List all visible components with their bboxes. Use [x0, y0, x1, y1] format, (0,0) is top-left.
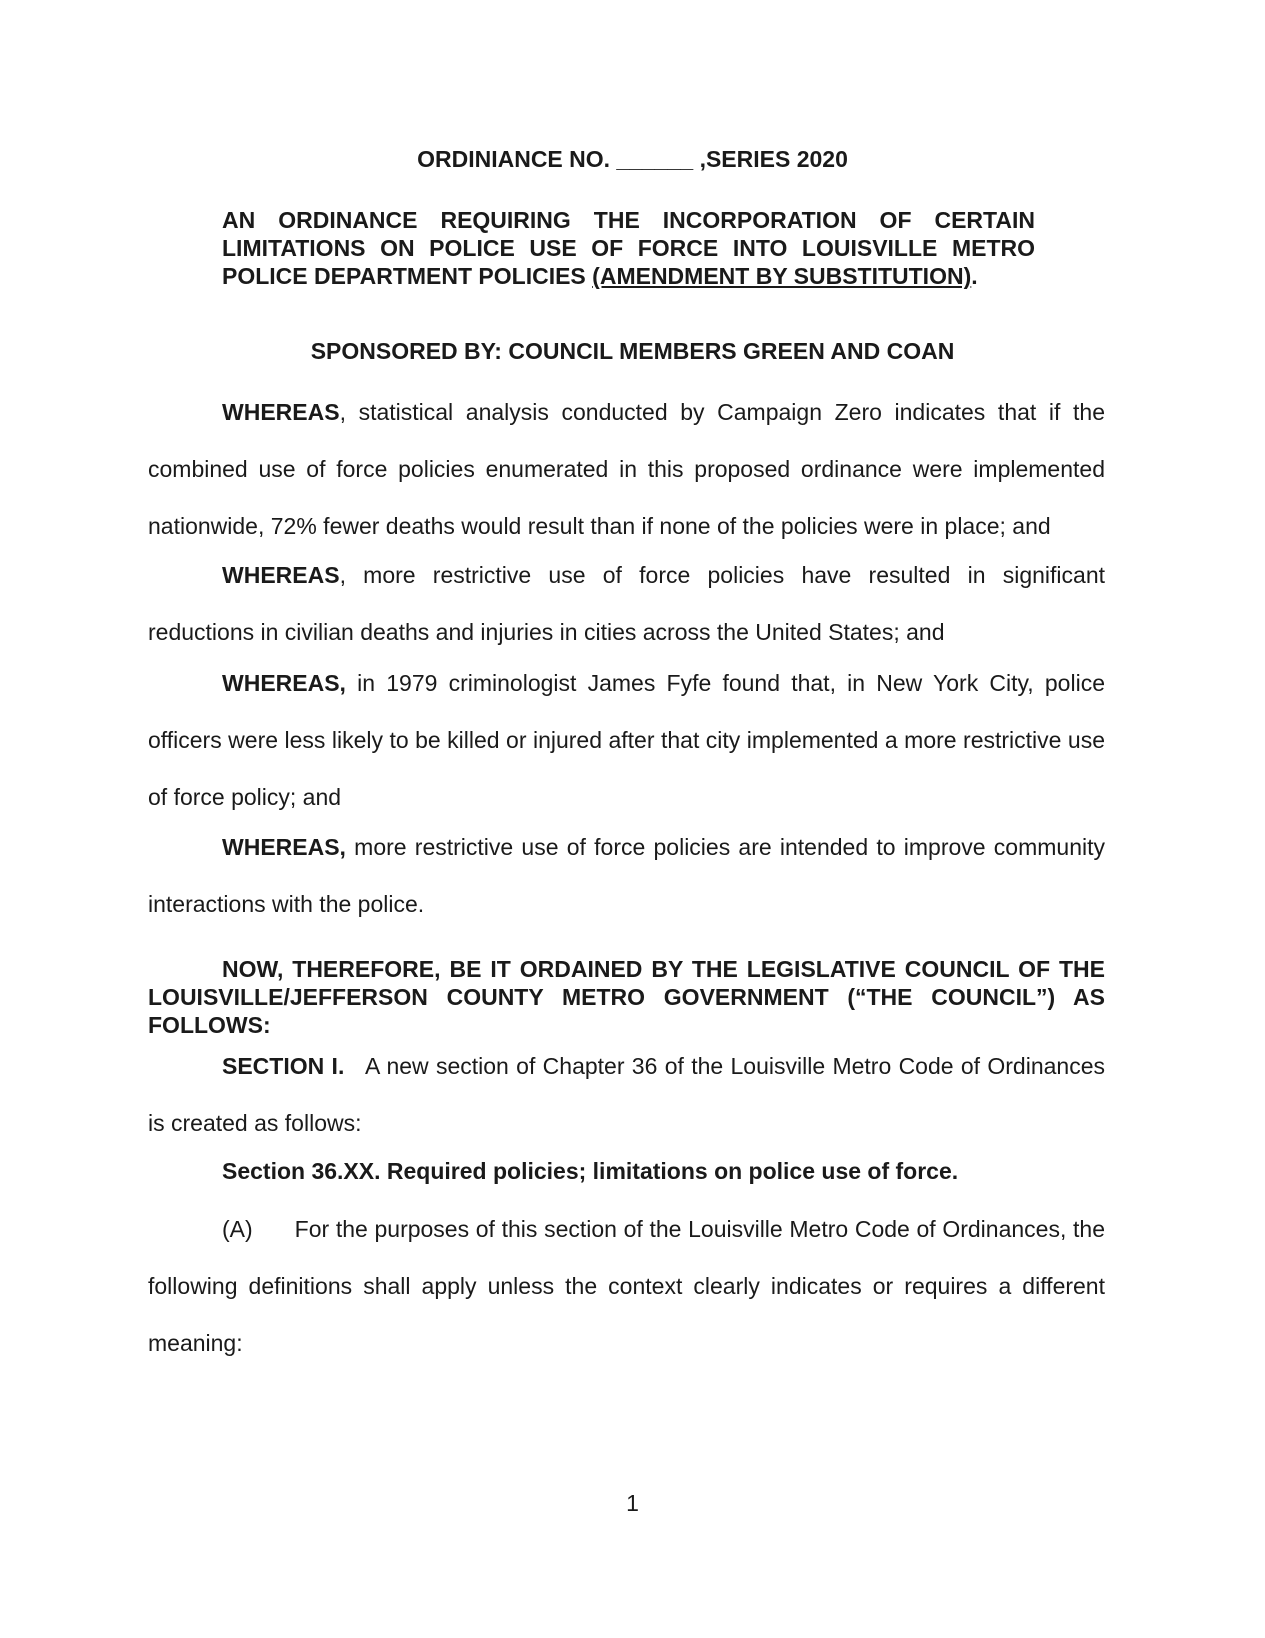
whereas-lead: WHEREAS: [222, 562, 340, 588]
whereas-lead: WHEREAS: [222, 399, 340, 425]
whereas-paragraph-4: [148, 819, 1105, 933]
section-heading: Section 36.XX. Required policies; limitations on police use of force.: [222, 1158, 959, 1184]
whereas-lead: WHEREAS,: [222, 834, 346, 860]
whereas-lead: WHEREAS,: [222, 670, 346, 696]
ordained-clause: [148, 955, 1105, 1039]
section-1-lead: SECTION I.: [222, 1053, 345, 1079]
whereas-paragraph-2: [148, 547, 1105, 661]
title-end: .: [971, 263, 978, 289]
ordinance-title: [222, 206, 1035, 290]
whereas-text: more restrictive use of force policies are intended to improve community interactions with the police.: [148, 834, 1105, 917]
whereas-text: , statistical analysis conducted by Campaign Zero indicates that if the combined use of force policies enumerated in this proposed ordinance were implemented nationwide, 72% fewer deaths would result than if none of the policies were in place; and: [148, 399, 1105, 539]
subsection-a-label: (A): [222, 1216, 253, 1242]
section-1-text: A new section of Chapter 36 of the Louisville Metro Code of Ordinances is created as follows:: [148, 1053, 1105, 1136]
whereas-paragraph-1: [148, 384, 1105, 555]
subsection-a-text: For the purposes of this section of the Louisville Metro Code of Ordinances, the following definitions shall apply unless the context clearly indicates or requires a different meaning:: [148, 1216, 1105, 1356]
sponsor-line: SPONSORED BY: COUNCIL MEMBERS GREEN AND COAN: [310, 338, 955, 364]
whereas-text: , more restrictive use of force policies have resulted in significant reductions in civilian deaths and injuries in cities across the United States; and: [148, 562, 1105, 645]
whereas-text: in 1979 criminologist James Fyfe found that, in New York City, police officers were less likely to be killed or injured after that city implemented a more restrictive use of force policy; and: [148, 670, 1105, 810]
title-amendment: (AMENDMENT BY SUBSTITUTION): [592, 263, 972, 289]
section-1-paragraph: [148, 1038, 1105, 1152]
whereas-paragraph-3: [148, 655, 1105, 826]
ordinance-number: ORDINIANCE NO. ______ ,SERIES 2020: [417, 146, 848, 172]
title-main: AN ORDINANCE REQUIRING THE INCORPORATION OF CERTAIN LIMITATIONS ON POLICE USE OF FORCE INTO LOUISVILLE METRO POLICE DEPARTMENT POLICIES: [222, 207, 1035, 289]
page-number: 1: [626, 1490, 639, 1516]
subsection-a-paragraph: [148, 1201, 1105, 1372]
ordained-text: NOW, THEREFORE, BE IT ORDAINED BY THE LEGISLATIVE COUNCIL OF THE LOUISVILLE/JEFFERSON COUNTY METRO GOVERNMENT (“THE COUNCIL”) AS FOLLOWS:: [148, 956, 1105, 1038]
